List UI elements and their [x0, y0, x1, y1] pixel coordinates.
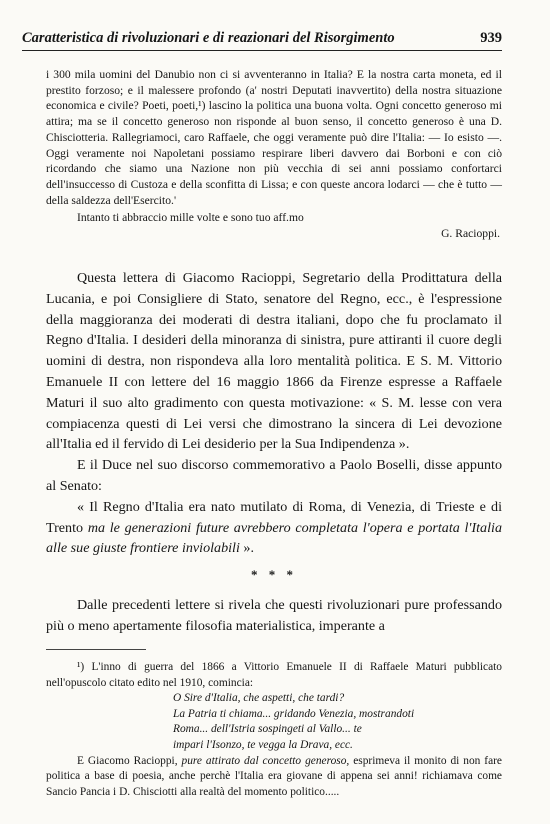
body-paragraph-1: Questa lettera di Giacomo Racioppi, Segretario della Prodittatura della Lucania, e poi Consigliere di Stato, senatore del Regno, ecc., è l'espressione della maggioranza dei moderati di destra italiani, dopo che fu proclamato il Regno d'Italia. I desideri della minoranza di sinistra, pure attiranti il cuore degli uomini di destra, non rispondeva alla loro mentalità politica. E S. M. Vittorio Emanuele II con lettere del 16 maggio 1866 da Firenze espresse a Raffaele Maturi il suo alto gradimento con questa motivazione: « S. M. lesse con vera compiacenza questi di Lei versi che dimostrano la sincera di Lei devozione all'Italia ed il fervido di Lei desiderio per la Sua Indipendenza ». — [46, 270, 502, 453]
verse-line: La Patria ti chiama... gridando Venezia, mostrandoti — [173, 707, 415, 720]
quote-close: ». — [239, 540, 254, 557]
section-separator: * * * — [251, 567, 297, 583]
footnote-2-end: esprimeva il monito di non fare politica a base di poesia, anche perchè l'Italia era giovane di appena sei anni! richiamava come Sancio Pancia i D. Chisciotti alla realtà del momento politico..... — [46, 754, 502, 798]
main-text — [46, 268, 502, 637]
quoted-letter — [46, 67, 502, 242]
verse-line: Roma... dell'Istria sospingeti al Vallo... te — [173, 723, 362, 736]
quote-plain: « Il Regno d'Italia era nato mutilato di Roma, di Venezia, di Trieste e di Trento — [46, 498, 502, 536]
footnote-2-start: E Giacomo Racioppi, — [77, 754, 178, 767]
letter-paragraph: i 300 mila uomini del Danubio non ci si avventeranno in Italia? E la nostra carta moneta, ed il prestito forzoso; e il malessere profondo (a' nostri Deputati inavvertito) della nostra situazione economica e civile? Poeti, poeti,¹) lascino la politica una buona volta. Ogni concetto generoso mi attira; ma se il concetto generoso non risponde al buon senso, il concetto generoso è una D. Chisciotteria. Rallegriamoci, caro Raffaele, che oggi veramente può dire l'Italia: — Io esisto —. Oggi veramente noi Napoletani possiamo respirare liberi davvero dai Borboni e con ciò ricordando che siamo una Nazione non più vecchia di sei anni possiamo confortarci dell'insuccesso di Custoza e della sconfitta di Lissa; e con queste ancora lodarci — che è tutto — della saldezza dell'Esercito.' — [46, 68, 502, 207]
running-header — [22, 30, 502, 47]
senate-quote — [46, 497, 502, 559]
footnote-rule — [46, 649, 146, 650]
footnotes — [46, 660, 502, 800]
page-number: 939 — [480, 30, 502, 46]
body-paragraph-3: Dalle precedenti lettere si rivela che questi rivoluzionari pure professando più o meno apertamente filosofia materialistica, imperante a — [46, 596, 502, 634]
footnote-2-italic: pure attirato dal concetto generoso, — [181, 754, 350, 767]
verse-line: impari l'Isonzo, te vegga la Drava, ecc. — [173, 738, 353, 751]
footnote-verses — [46, 691, 502, 753]
letter-signature: G. Racioppi. — [441, 227, 500, 241]
footnote-2 — [46, 754, 502, 801]
header-rule — [22, 50, 502, 51]
letter-closing: Intanto ti abbraccio mille volte e sono tuo aff.mo — [77, 211, 304, 225]
footnote-1: ¹) L'inno di guerra del 1866 a Vittorio Emanuele II di Raffaele Maturi pubblicato nell'opuscolo citato edito nel 1910, comincia: — [46, 661, 502, 689]
running-title: Caratteristica di rivoluzionari e di reazionari del Risorgimento — [22, 30, 395, 46]
verse-line: O Sire d'Italia, che aspetti, che tardi? — [173, 692, 345, 705]
body-paragraph-2: E il Duce nel suo discorso commemorativo a Paolo Boselli, disse appunto al Senato: — [46, 457, 502, 494]
quote-italic: ma le generazioni future avrebbero completata l'opera e portata l'Italia alle sue giuste frontiere inviolabili — [46, 519, 502, 557]
